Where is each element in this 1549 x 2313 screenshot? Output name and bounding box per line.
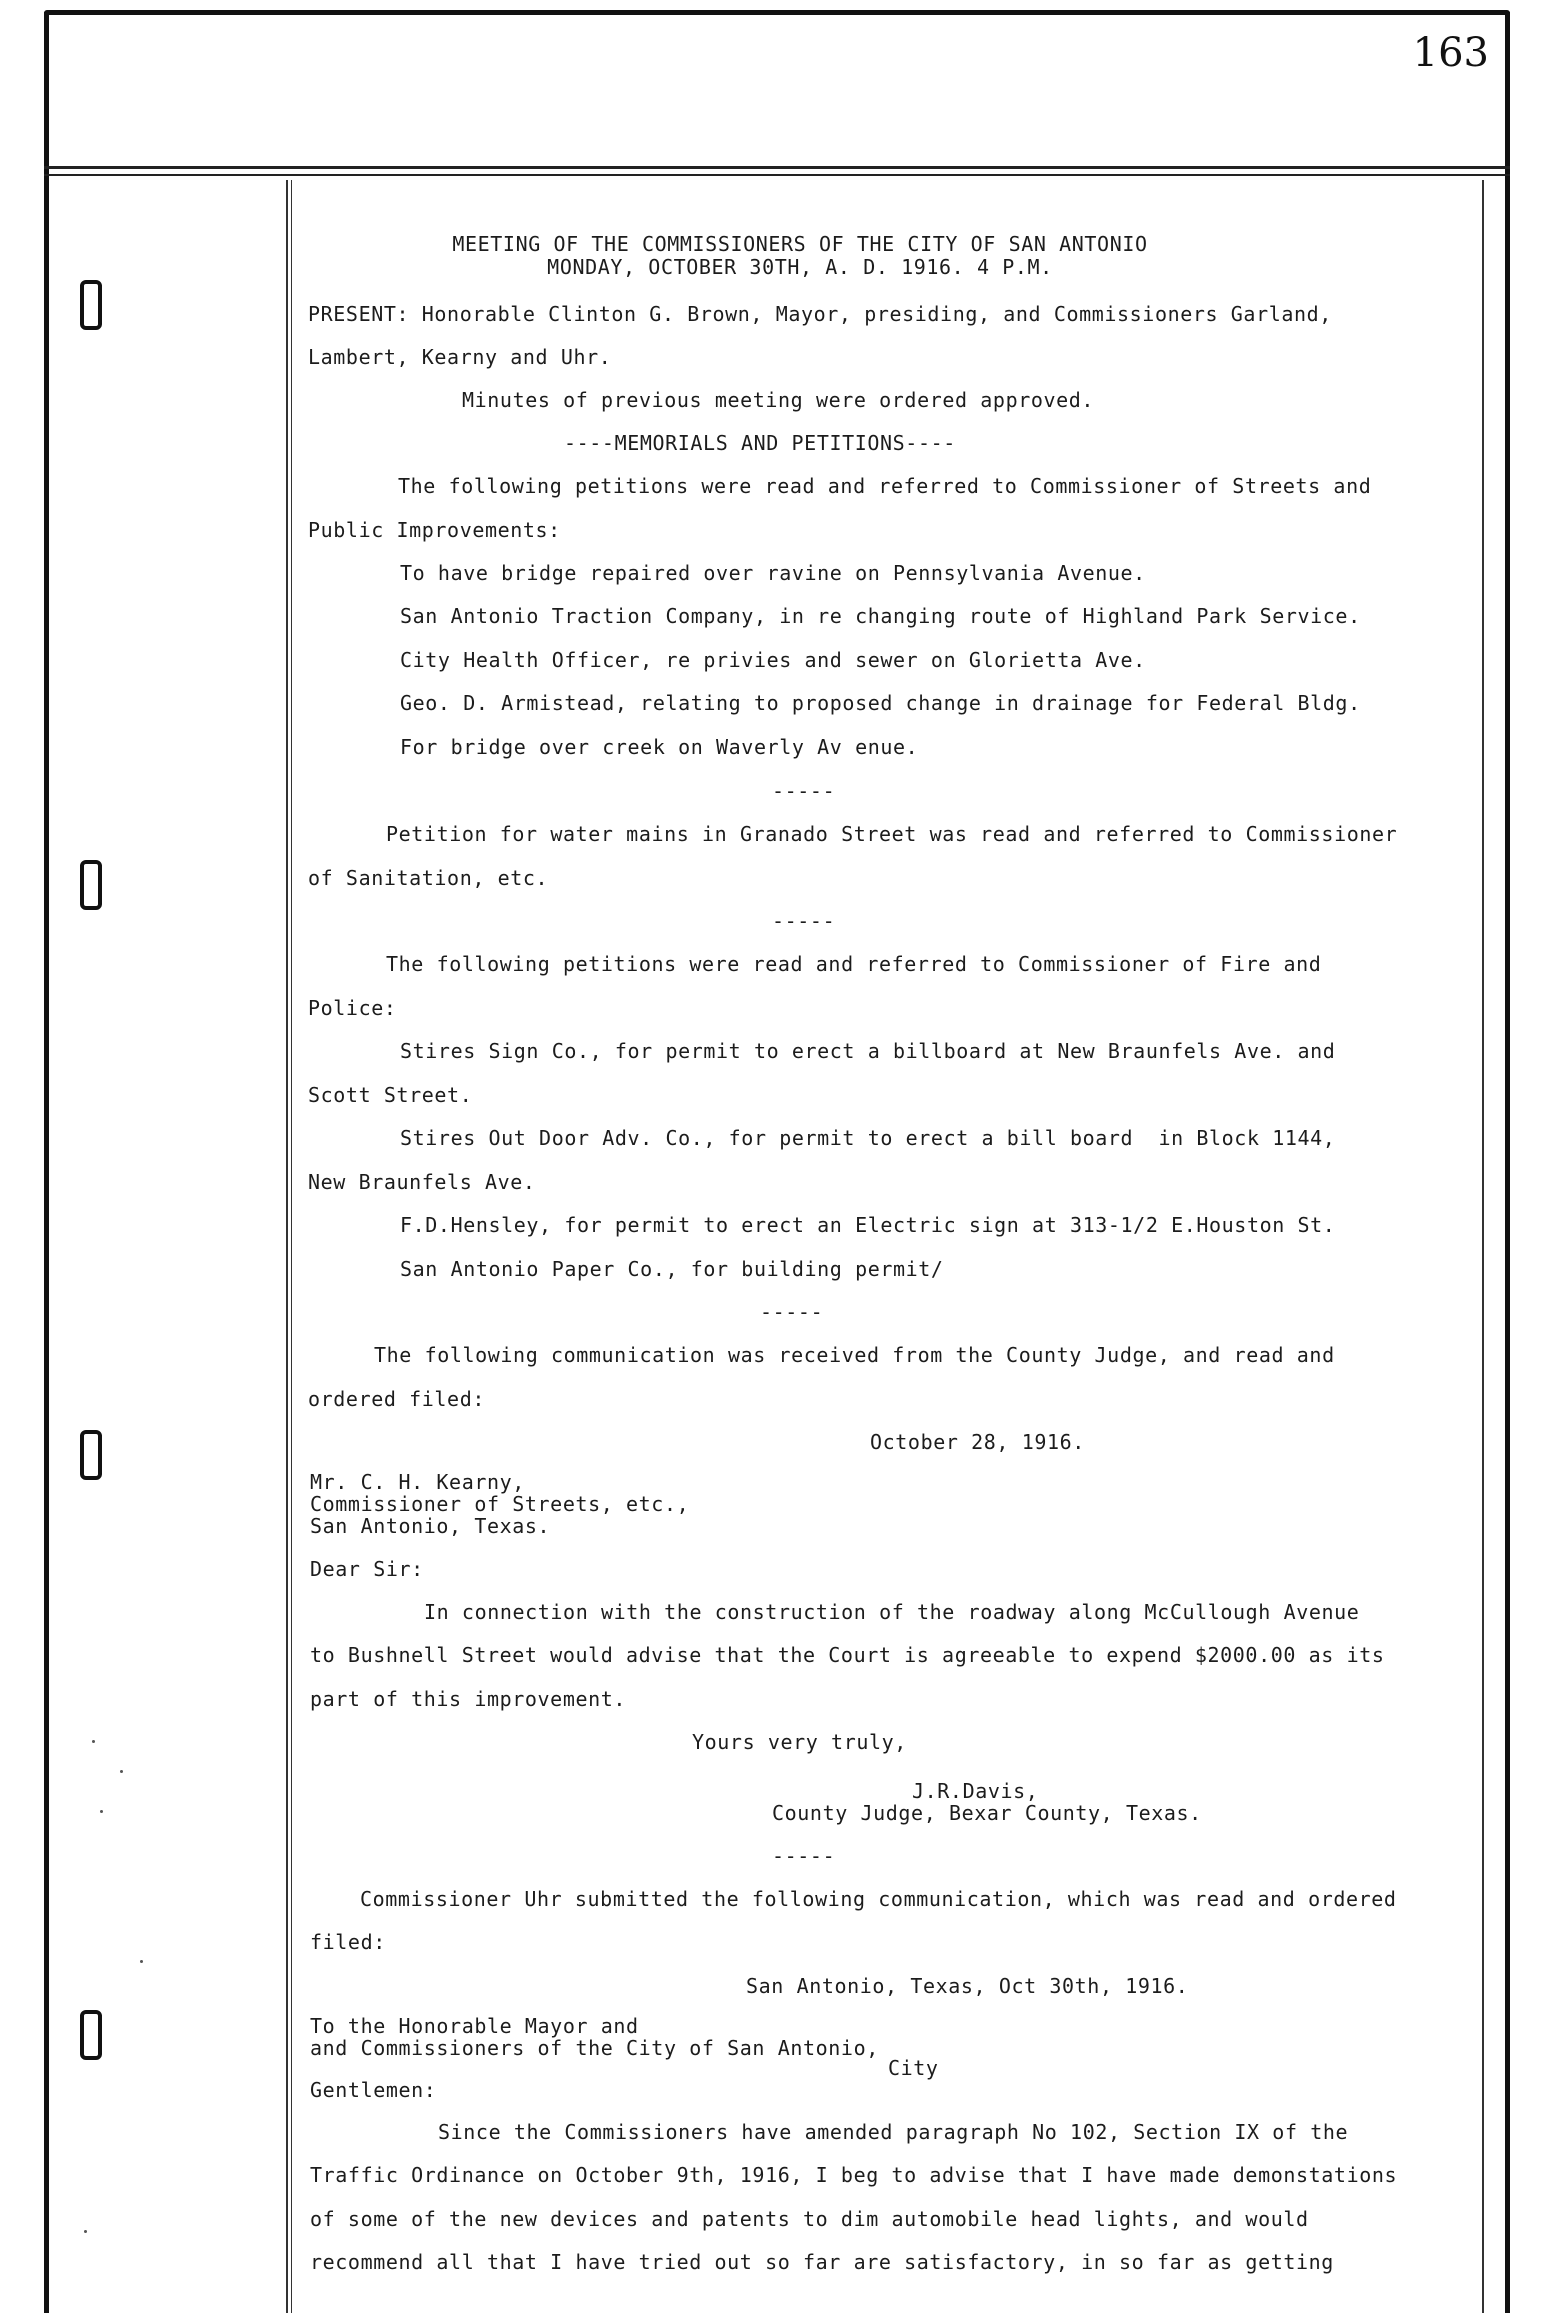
page-number: 163 [1412,30,1489,76]
uhr-body-4: recommend all that I have tried out so far are satisfactory, in so far as getting [310,2250,1334,2274]
scan-speck [120,1770,123,1773]
streets-intro-1: The following petitions were read and referred to Commissioner of Streets and [398,474,1372,498]
fire-police-item: Stires Out Door Adv. Co., for permit to erect a bill board in Block 1144, [400,1126,1336,1150]
county-address-1: Mr. C. H. Kearny, [310,1470,525,1494]
petition-item: For bridge over creek on Waverly Av enue. [400,735,919,759]
separator: ----- [772,1844,836,1868]
page-border-right [1505,12,1510,2313]
petition-item: Geo. D. Armistead, relating to proposed change in drainage for Federal Bldg. [400,691,1361,715]
county-signature-title: County Judge, Bexar County, Texas. [772,1801,1202,1825]
meeting-title: MEETING OF THE COMMISSIONERS OF THE CITY OF SAN ANTONIO [452,232,1148,256]
petition-item: To have bridge repaired over ravine on Pennsylvania Avenue. [400,561,1146,585]
scan-speck [100,1810,103,1813]
streets-intro-2: Public Improvements: [308,518,561,542]
county-body-1: In connection with the construction of the roadway along McCullough Avenue [424,1600,1360,1624]
page-border-left [44,12,49,2313]
county-salutation: Dear Sir: [310,1557,424,1581]
sanitation-line-1: Petition for water mains in Granado Street was read and referred to Commissioner [386,822,1398,846]
uhr-body-2: Traffic Ordinance on October 9th, 1916, I beg to advise that I have made demonstations [310,2163,1398,2187]
fire-police-item: San Antonio Paper Co., for building permit/ [400,1257,944,1281]
binder-hole [80,2010,102,2060]
present-line-2: Lambert, Kearny and Uhr. [308,345,612,369]
uhr-body-1: Since the Commissioners have amended paragraph No 102, Section IX of the [438,2120,1349,2144]
scan-speck [92,1740,95,1743]
section-heading: ----MEMORIALS AND PETITIONS---- [564,431,956,455]
sanitation-line-2: of Sanitation, etc. [308,866,549,890]
fire-police-item: Scott Street. [308,1083,473,1107]
county-intro-1: The following communication was received from the County Judge, and read and [374,1343,1335,1367]
binder-hole [80,1430,102,1480]
uhr-address-3: City [888,2056,939,2080]
meeting-date: MONDAY, OCTOBER 30TH, A. D. 1916. 4 P.M. [547,255,1053,279]
separator: ----- [772,909,836,933]
binder-hole [80,860,102,910]
county-body-3: part of this improvement. [310,1687,627,1711]
scan-speck [140,1960,143,1963]
margin-line-left [286,180,288,2313]
county-closing: Yours very truly, [692,1730,907,1754]
separator: ----- [760,1300,824,1324]
petition-item: San Antonio Traction Company, in re changing route of Highland Park Service. [400,604,1361,628]
county-signature-name: J.R.Davis, [912,1779,1039,1803]
uhr-body-3: of some of the new devices and patents to dim automobile head lights, and would [310,2207,1309,2231]
margin-line-left-inner [291,180,292,2313]
county-intro-2: ordered filed: [308,1387,485,1411]
header-rule-lower [44,174,1510,176]
fire-police-item: Stires Sign Co., for permit to erect a billboard at New Braunfels Ave. and [400,1039,1336,1063]
page-border-top [44,10,1510,15]
fire-police-item: New Braunfels Ave. [308,1170,536,1194]
county-address-3: San Antonio, Texas. [310,1514,551,1538]
fire-police-intro-2: Police: [308,996,397,1020]
header-rule-upper [44,166,1510,169]
uhr-address-1: To the Honorable Mayor and [310,2014,639,2038]
petition-item: City Health Officer, re privies and sewer on Glorietta Ave. [400,648,1146,672]
fire-police-item: F.D.Hensley, for permit to erect an Electric sign at 313-1/2 E.Houston St. [400,1213,1336,1237]
scan-speck [84,2230,87,2233]
present-line-1: PRESENT: Honorable Clinton G. Brown, Mayor, presiding, and Commissioners Garland, [308,302,1332,326]
county-body-2: to Bushnell Street would advise that the Court is agreeable to expend $2000.00 as its [310,1643,1385,1667]
county-address-2: Commissioner of Streets, etc., [310,1492,690,1516]
binder-hole [80,280,102,330]
margin-line-right [1482,180,1484,2313]
uhr-address-2: and Commissioners of the City of San Antonio, [310,2036,879,2060]
separator: ----- [772,779,836,803]
uhr-intro-1: Commissioner Uhr submitted the following communication, which was read and ordered [360,1887,1397,1911]
uhr-salutation: Gentlemen: [310,2078,437,2102]
county-letter-date: October 28, 1916. [870,1430,1085,1454]
fire-police-intro-1: The following petitions were read and referred to Commissioner of Fire and [386,952,1322,976]
uhr-letter-date: San Antonio, Texas, Oct 30th, 1916. [746,1974,1189,1998]
uhr-intro-2: filed: [310,1930,386,1954]
minutes-approved: Minutes of previous meeting were ordered approved. [462,388,1095,412]
